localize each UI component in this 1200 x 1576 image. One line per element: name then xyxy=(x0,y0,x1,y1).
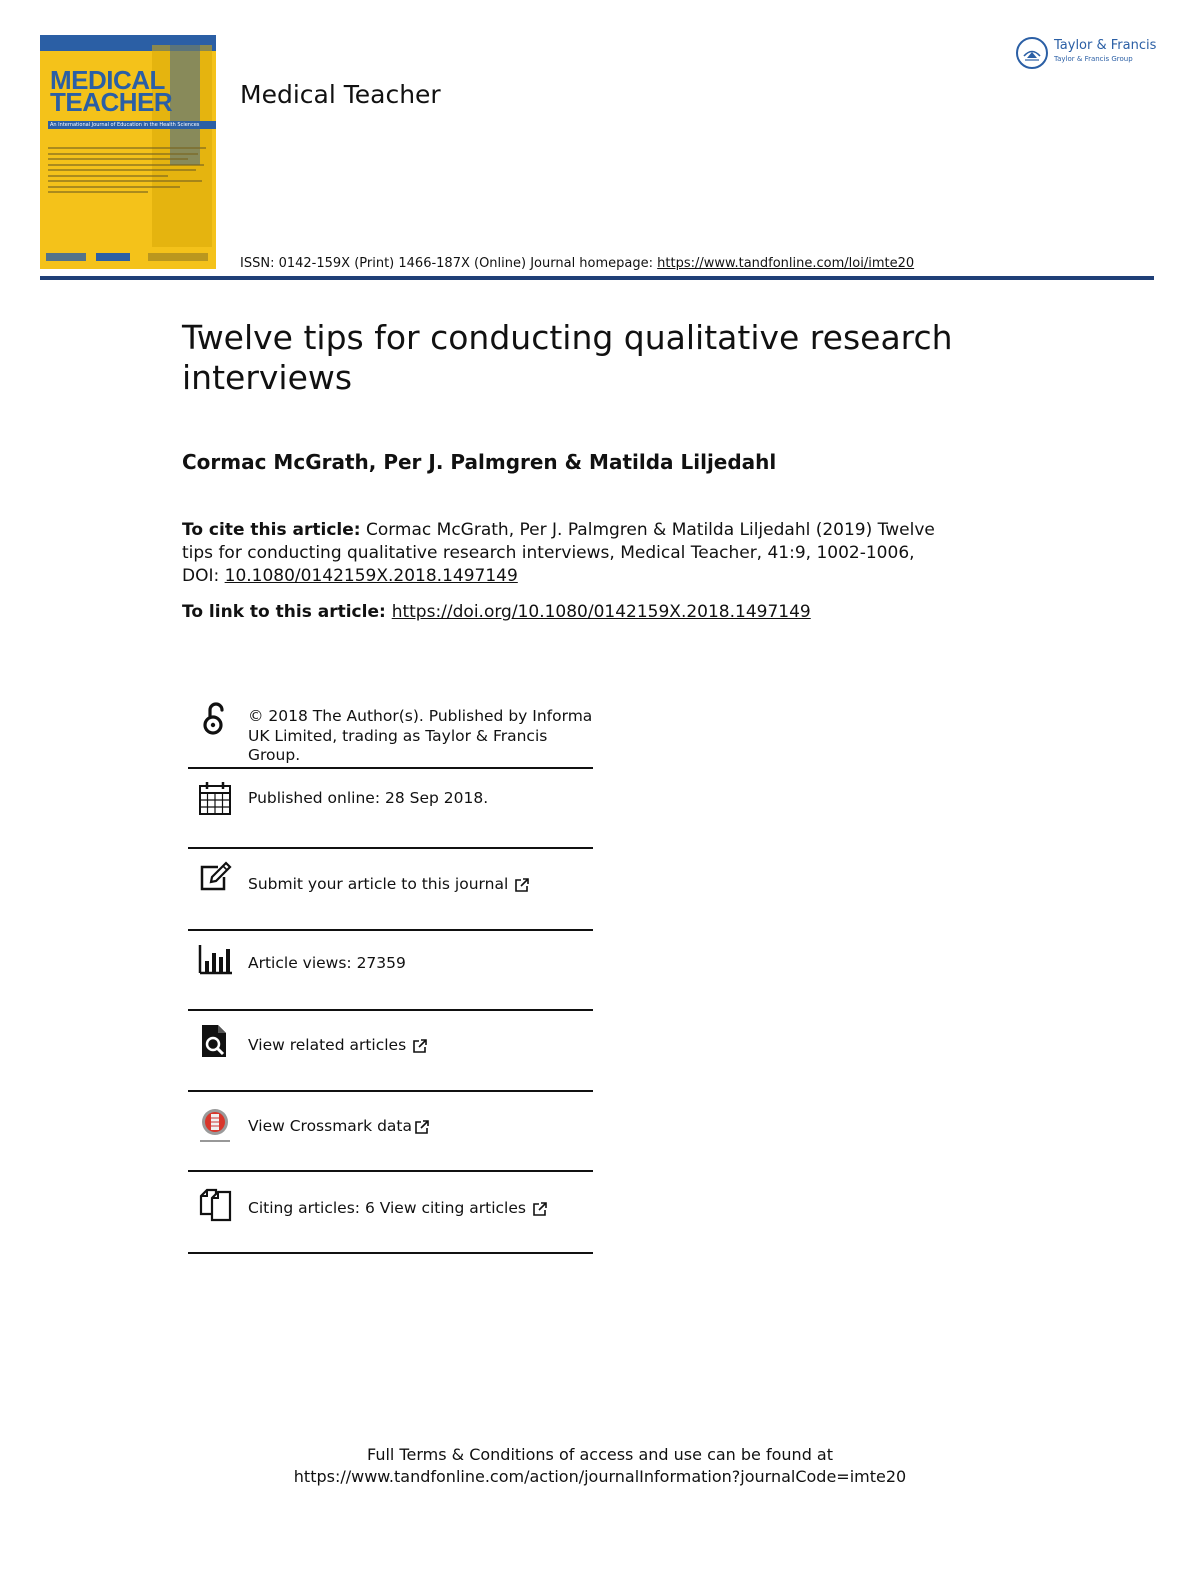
open-access-icon xyxy=(198,700,232,736)
copy-icon xyxy=(198,1186,232,1222)
footer xyxy=(0,1444,1200,1488)
journal-name: Medical Teacher xyxy=(240,80,441,109)
article-info-list xyxy=(188,696,593,1254)
submit-article-link[interactable] xyxy=(248,875,593,895)
crossmark-link[interactable] xyxy=(248,1117,593,1137)
submit-article-label: Submit your article to this journal xyxy=(248,875,509,893)
issn-text: ISSN: 0142-159X (Print) 1466-187X (Online) Journal homepage: xyxy=(240,256,658,271)
crossmark-icon xyxy=(198,1108,232,1144)
citation-block xyxy=(182,519,952,588)
related-articles-label: View related articles xyxy=(248,1036,407,1054)
publisher-name: Taylor & Francis xyxy=(1054,38,1157,53)
article-views-text: Article views: 27359 xyxy=(248,954,406,972)
issn-line xyxy=(240,256,914,271)
search-document-icon xyxy=(198,1023,232,1059)
info-item-license xyxy=(188,696,593,769)
citation-text: Cormac McGrath, Per J. Palmgren & Matilda Liljedahl (2019) Twelve tips for conducting qualitative research interviews, Medical Teacher, 41:9, 1002-1006, DOI: xyxy=(182,520,935,586)
crossmark-label: View Crossmark data xyxy=(248,1117,412,1135)
external-link-icon xyxy=(532,1201,548,1217)
info-item-published xyxy=(188,769,593,849)
citing-articles-link[interactable] xyxy=(248,1199,593,1219)
related-articles-link[interactable] xyxy=(248,1036,593,1056)
info-item-views xyxy=(188,931,593,1011)
license-text: © 2018 The Author(s). Published by Informa UK Limited, trading as Taylor & Francis Group. xyxy=(248,707,593,764)
published-date-text: Published online: 28 Sep 2018. xyxy=(248,789,489,807)
footer-terms-link[interactable]: https://www.tandfonline.com/action/journalInformation?journalCode=imte20 xyxy=(293,1467,907,1486)
cover-logo-publisher xyxy=(46,253,86,261)
publisher-logo[interactable] xyxy=(1016,37,1156,69)
cover-subtitle: An International Journal of Education in the Health Sciences xyxy=(48,121,216,129)
cover-title-line1: MEDICAL xyxy=(50,65,165,95)
cover-title-line2: TEACHER xyxy=(50,87,173,117)
info-item-submit[interactable] xyxy=(188,849,593,931)
article-doi-link[interactable]: https://doi.org/10.1080/0142159X.2018.1497149 xyxy=(391,602,811,622)
info-item-citing[interactable] xyxy=(188,1172,593,1254)
edit-icon xyxy=(198,859,232,895)
calendar-icon xyxy=(198,780,232,816)
article-link-line xyxy=(182,602,811,622)
citation-doi-link[interactable]: 10.1080/0142159X.2018.1497149 xyxy=(224,566,518,586)
footer-terms-text: Full Terms & Conditions of access and use can be found at xyxy=(366,1445,834,1464)
cover-title xyxy=(50,65,173,117)
journal-cover-image xyxy=(40,35,216,269)
cover-logo-partner xyxy=(148,253,208,261)
external-link-icon xyxy=(414,1119,430,1135)
header-divider xyxy=(40,276,1154,280)
external-link-icon xyxy=(412,1038,428,1054)
external-link-icon xyxy=(514,877,530,893)
journal-homepage-link[interactable]: https://www.tandfonline.com/loi/imte20 xyxy=(657,256,915,271)
publisher-group: Taylor & Francis Group xyxy=(1054,55,1133,63)
cover-contents-lines xyxy=(48,147,206,197)
publisher-logo-icon xyxy=(1016,37,1048,69)
article-link-label: To link to this article: xyxy=(182,602,392,622)
info-item-crossmark[interactable] xyxy=(188,1092,593,1172)
article-authors: Cormac McGrath, Per J. Palmgren & Matilda Liljedahl xyxy=(182,450,777,474)
cover-logo-amee xyxy=(96,253,130,261)
article-title: Twelve tips for conducting qualitative research interviews xyxy=(182,318,953,397)
info-item-related[interactable] xyxy=(188,1011,593,1092)
citing-articles-label: Citing articles: 6 View citing articles xyxy=(248,1199,526,1217)
bar-chart-icon xyxy=(198,943,232,979)
citation-label: To cite this article: xyxy=(182,520,361,540)
